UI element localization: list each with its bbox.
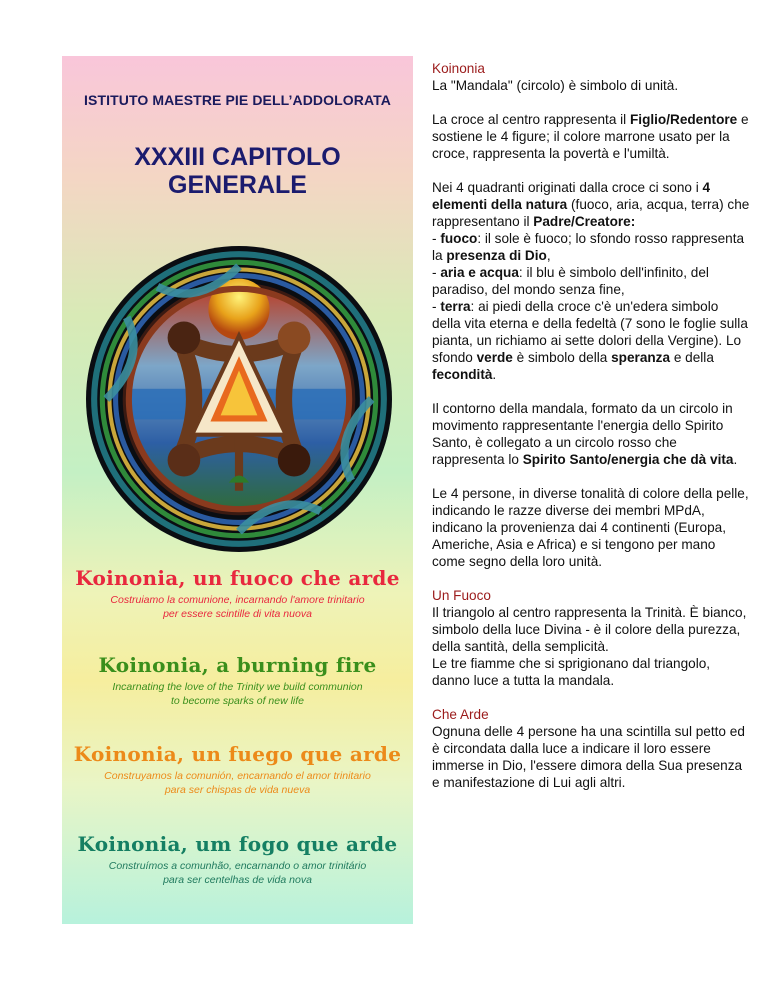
text-run: : il sole è fuoco; lo sfondo rosso rappresenta la (432, 231, 745, 263)
paragraph-text: Le tre fiamme che si sprigionano dal triangolo, danno luce a tutta la mandala. (432, 656, 711, 688)
motto-english (62, 654, 413, 708)
title-line-2: GENERALE (168, 171, 307, 199)
paragraph-elements (432, 179, 750, 383)
explanation-text (432, 60, 750, 808)
motto-subtitle (62, 859, 413, 887)
section-title: Che Arde (432, 707, 489, 722)
paragraph-outline (432, 400, 750, 468)
bold-term: speranza (611, 350, 671, 365)
bold-term: verde (476, 350, 513, 365)
bold-term: fecondità (432, 367, 493, 382)
text-run: e della (670, 350, 714, 365)
motto-subtitle (62, 593, 413, 621)
motto-line: Costruiamo la comunione, incarnando l'amore trinitario (110, 594, 365, 606)
mandala-image (86, 246, 392, 552)
motto-portuguese (62, 833, 413, 887)
motto-subtitle (62, 769, 413, 797)
text-run: . (733, 452, 738, 467)
bold-term: aria e acqua (440, 265, 519, 280)
text-run: (fuoco, aria, acqua, terra) che rappresentano il (432, 197, 750, 229)
paragraph-cross (432, 111, 750, 162)
paragraph-text: Ognuna delle 4 persone ha una scintilla sul petto ed è circondata dalla luce a indicare il loro essere immerse in Dio, l'essere dimora della Sua presenza e manifestazione di Lui agli altri. (432, 724, 745, 790)
text-run: - (432, 231, 441, 246)
text-run: : il blu è simbolo dell'infinito, del paradiso, del mondo senza fine, (432, 265, 709, 297)
motto-spanish (62, 743, 413, 797)
motto-heading: Koinonia, un fuego que arde (73, 742, 402, 766)
text-run: Il contorno della mandala, formato da un circolo in movimento rappresentante l'energia dello Spirito Santo, è collegato a un circolo rosso che rappresenta lo (432, 401, 733, 467)
motto-line: Construyamos la comunión, encarnando el amor trinitario (104, 770, 371, 782)
text-run: La croce al centro rappresenta il (432, 112, 630, 127)
bold-term: Figlio/Redentore (629, 112, 738, 127)
section-un-fuoco (432, 587, 750, 689)
section-title: Un Fuoco (432, 588, 491, 603)
motto-italian (62, 567, 413, 621)
motto-heading: Koinonia, un fuoco che arde (75, 566, 400, 590)
text-run: Nei 4 quadranti originati dalla croce ci sono i (432, 180, 703, 195)
paragraph-text: Il triangolo al centro rappresenta la Trinità. È bianco, simbolo della luce Divina - è il colore della purezza, della santità, della semplicità. (432, 605, 747, 654)
text-run: . (492, 367, 497, 382)
section-title: Koinonia (432, 61, 485, 76)
motto-line: to become sparks of new life (170, 695, 305, 707)
text-run: e sostiene le 4 figure; il colore marrone usato per la croce, rappresenta la povertà e l'umiltà. (432, 112, 749, 161)
text-run: - (432, 265, 441, 280)
bold-term: fuoco (440, 231, 478, 246)
motto-line: para ser chispas de vida nueva (164, 784, 311, 796)
motto-heading: Koinonia, um fogo que arde (77, 832, 398, 856)
paragraph-persons: Le 4 persone, in diverse tonalità di colore della pelle, indicando le razze diverse dei membri MPdA, indicano la provenienza dai 4 continenti (Europa, Americhe, Asia e Africa) e si tengono per mano come segno della loro unità. (432, 486, 749, 569)
bold-term: 4 elementi della natura (432, 180, 711, 212)
bold-term: terra (440, 299, 471, 314)
motto-line: per essere scintille di vita nuova (163, 608, 312, 620)
motto-heading: Koinonia, a burning fire (98, 653, 377, 677)
paragraph-text: La "Mandala" (circolo) è simbolo di unità. (432, 78, 679, 93)
motto-line: Construímos a comunhão, encarnando o amor trinitário (108, 860, 367, 872)
text-run: , (546, 248, 551, 263)
chapter-title (62, 143, 413, 199)
poster (62, 56, 413, 924)
text-run: è simbolo della (512, 350, 612, 365)
section-che-arde (432, 706, 750, 791)
motto-subtitle (62, 680, 413, 708)
bold-term: Padre/Creatore: (533, 214, 636, 229)
motto-line: para ser centelhas de vida nova (163, 874, 312, 886)
title-line-1: XXXIII CAPITOLO (134, 143, 341, 171)
text-run: - (432, 299, 441, 314)
text-run: : ai piedi della croce c'è un'edera simbolo della vita eterna e della fedeltà (7 sono le foglie sulla pianta, un richiamo ai sette dolori della Vergine). Lo sfondo (432, 299, 748, 365)
institute-name: ISTITUTO MAESTRE PIE DELL’ADDOLORATA (84, 92, 391, 108)
bold-term: presenza di Dio (446, 248, 547, 263)
section-koinonia (432, 60, 750, 94)
bold-term: Spirito Santo/energia che dà vita (522, 452, 734, 467)
motto-line: Incarnating the love of the Trinity we build communion (112, 681, 363, 693)
